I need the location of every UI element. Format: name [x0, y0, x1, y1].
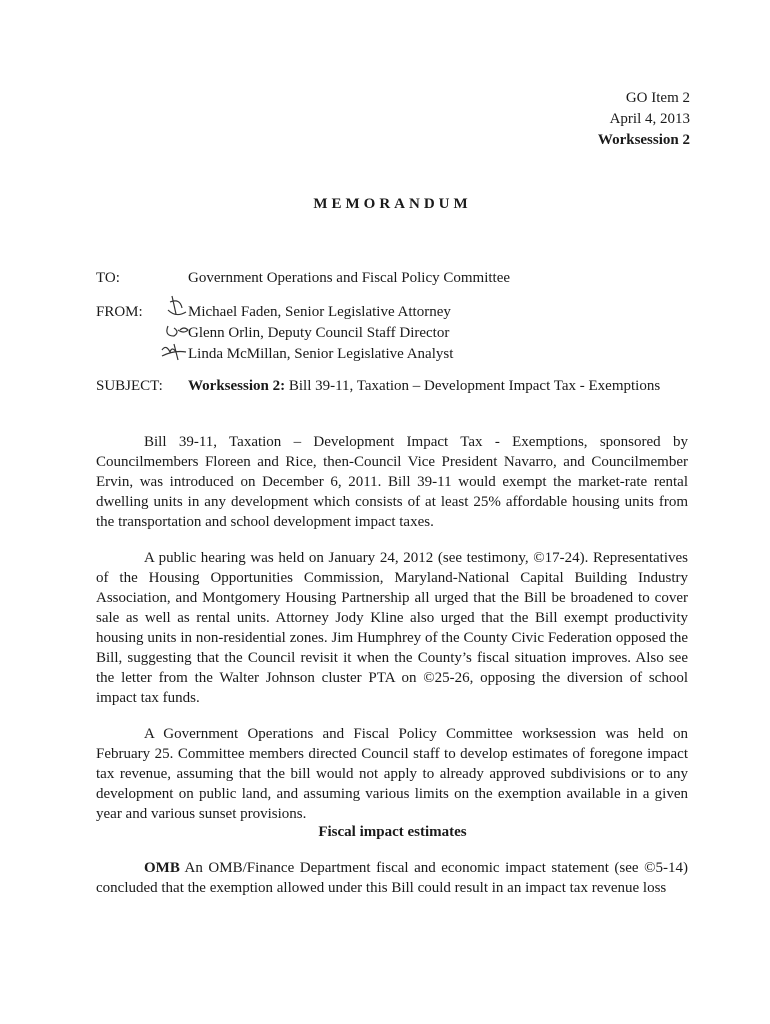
- subject-label: SUBJECT:: [96, 378, 163, 394]
- from-line: Linda McMillan, Senior Legislative Analyst: [188, 346, 454, 362]
- omb-text: An OMB/Finance Department fiscal and economic impact statement (see ©5-14) concluded that the exemption allowed under this Bill could result in an impact tax revenue loss: [96, 860, 688, 896]
- from-line: Glenn Orlin, Deputy Council Staff Director: [188, 325, 450, 341]
- from-line: Michael Faden, Senior Legislative Attorney: [188, 304, 451, 320]
- body-paragraph: A public hearing was held on January 24, 2012 (see testimony, ©17-24). Representatives of the Housing Opportunities Commission, Maryland-National Capital Building Industry Association, and Montgomery Housing Partnership all urged that the Bill be broadened to cover sale as well as rental units. Attorney Jody Kline also urged that the Bill exempt productivity housing units in non-residential zones. Jim Humphrey of the County Civic Federation opposed the Bill, suggesting that the Council revisit it when the County’s fiscal situation improves. Also see the letter from the Walter Johnson cluster PTA on ©25-26, opposing the diversion of school impact tax funds.: [96, 550, 688, 706]
- omb-runin: OMB: [144, 860, 180, 876]
- to-value: Government Operations and Fiscal Policy Committee: [188, 270, 511, 286]
- subject-bold: Worksession 2:: [188, 378, 286, 394]
- to-label: TO:: [96, 270, 120, 286]
- omb-paragraph: [96, 858, 688, 898]
- handwritten-initials-icon: [160, 292, 196, 374]
- worksession-label: Worksession 2: [597, 132, 690, 148]
- body-paragraph: A Government Operations and Fiscal Policy Committee worksession was held on February 25. Committee members directed Council staff to develop estimates of foregone impact tax revenue, assuming that the bill would not apply to already approved subdivisions or to any development on public land, and assuming various limits on the exemption available in a given year and various sunset provisions.: [96, 726, 688, 822]
- from-label: FROM:: [96, 304, 143, 320]
- memo-title: MEMORANDUM: [313, 196, 472, 212]
- section-heading: Fiscal impact estimates: [318, 824, 467, 840]
- from-list: [188, 302, 453, 365]
- subject-value: [188, 376, 660, 397]
- memo-body: [96, 432, 688, 840]
- item-number: GO Item 2: [625, 90, 690, 106]
- omb-section: [96, 858, 688, 914]
- body-paragraph: Bill 39-11, Taxation – Development Impact Tax - Exemptions, sponsored by Councilmembers Floreen and Rice, then-Council Vice President Navarro, and Councilmember Ervin, was introduced on December 6, 2011. Bill 39-11 would exempt the market-rate rental dwelling units in any development which consists of at least 25% affordable housing units from the transportation and school development impact taxes.: [96, 434, 688, 530]
- document-header: [598, 88, 690, 151]
- memo-date: April 4, 2013: [609, 111, 690, 127]
- subject-rest: Bill 39-11, Taxation – Development Impact Tax - Exemptions: [285, 378, 661, 394]
